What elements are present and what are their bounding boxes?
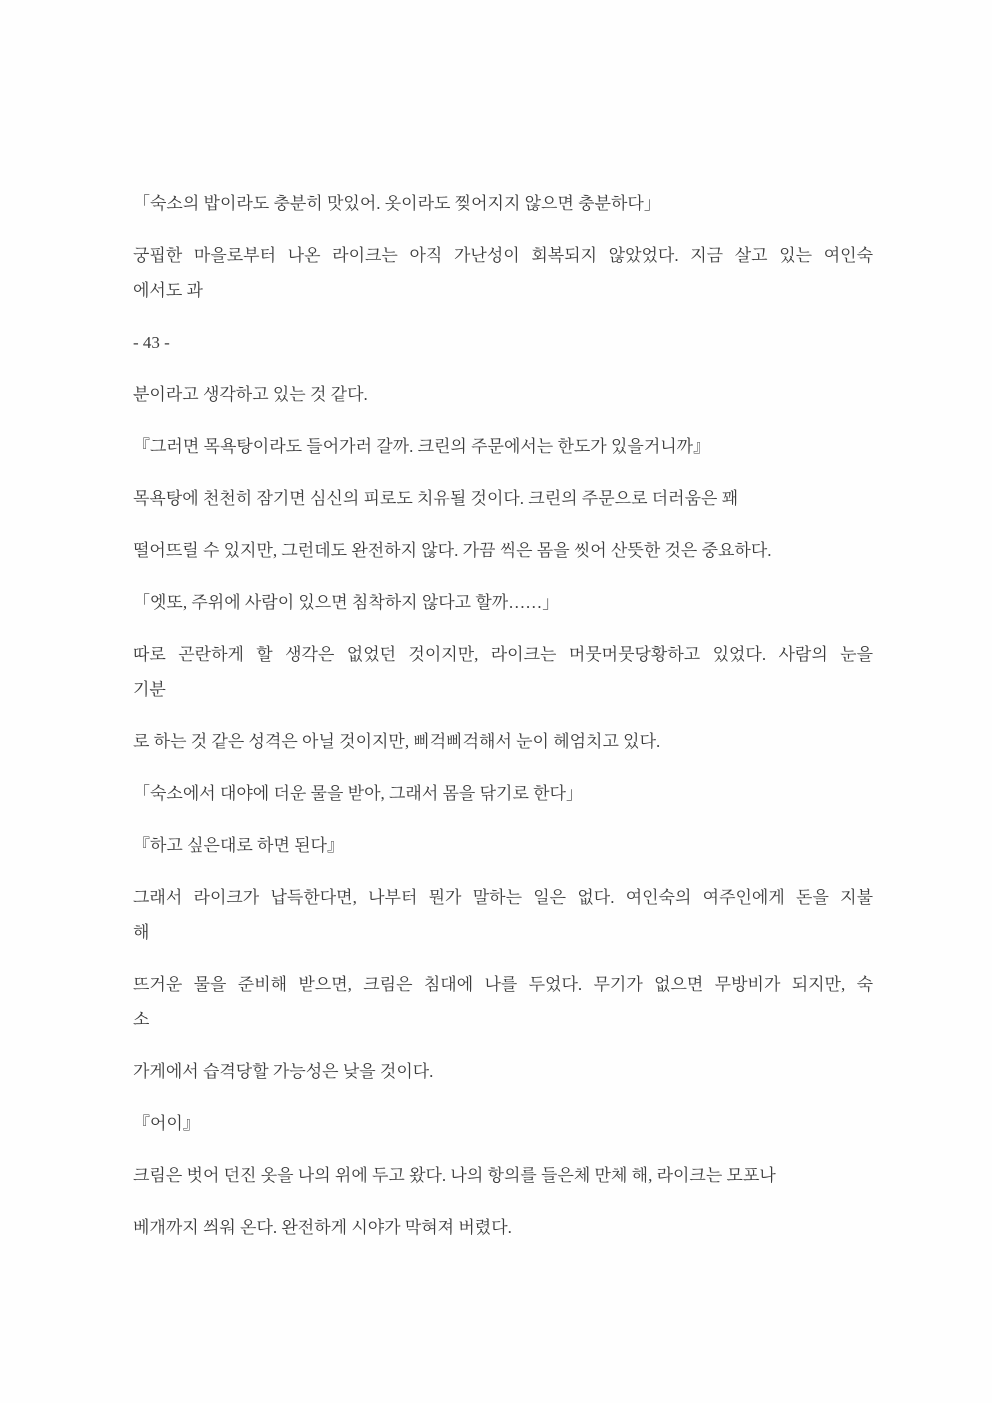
text-line: 뜨거운 물을 준비해 받으면, 크림은 침대에 나를 두었다. 무기가 없으면 무방비가 되지만, 숙 — [133, 975, 873, 994]
paragraph — [133, 186, 873, 221]
text-line: 그래서 라이크가 납득한다면, 나부터 뭔가 말하는 일은 없다. 여인숙의 여주인에게 돈을 지불 — [133, 888, 873, 907]
paragraph — [133, 828, 873, 863]
paragraph — [133, 880, 873, 950]
paragraph — [133, 1106, 873, 1141]
paragraph — [133, 481, 873, 516]
paragraph — [133, 533, 873, 568]
text-line: 해 — [133, 923, 150, 942]
page-number — [133, 325, 873, 360]
text-line: 분이라고 생각하고 있는 것 같다. — [133, 385, 368, 404]
text-line: 기분 — [133, 680, 166, 699]
text-line: 로 하는 것 같은 성격은 아닐 것이지만, 삐걱삐걱해서 눈이 헤엄치고 있다. — [133, 732, 661, 751]
text-line: 『하고 싶은대로 하면 된다』 — [133, 836, 344, 855]
paragraph — [133, 1210, 873, 1245]
paragraph — [133, 238, 873, 308]
paragraph — [133, 776, 873, 811]
paragraph — [133, 967, 873, 1037]
text-line: 크림은 벗어 던진 옷을 나의 위에 두고 왔다. 나의 항의를 들은체 만체 해, 라이크는 모포나 — [133, 1166, 776, 1185]
paragraph — [133, 1054, 873, 1089]
paragraph — [133, 429, 873, 464]
text-line: 떨어뜨릴 수 있지만, 그런데도 완전하지 않다. 가끔 씩은 몸을 씻어 산뜻한 것은 중요하다. — [133, 541, 772, 560]
text-line: 『어이』 — [133, 1114, 200, 1133]
text-line: 「엣또, 주위에 사람이 있으면 침착하지 않다고 할까……」 — [133, 593, 560, 612]
text-body — [133, 186, 873, 1245]
paragraph — [133, 637, 873, 707]
text-line: 따로 곤란하게 할 생각은 없었던 것이지만, 라이크는 머뭇머뭇당황하고 있었다. 사람의 눈을 — [133, 645, 873, 664]
text-line: 에서도 과 — [133, 281, 203, 300]
text-line: 「숙소의 밥이라도 충분히 맛있어. 옷이라도 찢어지지 않으면 충분하다」 — [133, 194, 661, 213]
text-line: 가게에서 습격당할 가능성은 낮을 것이다. — [133, 1062, 434, 1081]
text-line: - 43 - — [133, 333, 170, 352]
text-line: 소 — [133, 1010, 150, 1029]
paragraph — [133, 585, 873, 620]
text-line: 목욕탕에 천천히 잠기면 심신의 피로도 치유될 것이다. 크린의 주문으로 더러움은 꽤 — [133, 489, 739, 508]
paragraph — [133, 724, 873, 759]
text-line: 『그러면 목욕탕이라도 들어가러 갈까. 크린의 주문에서는 한도가 있을거니까』 — [133, 437, 711, 456]
text-line: 궁핍한 마을로부터 나온 라이크는 아직 가난성이 회복되지 않았었다. 지금 살고 있는 여인숙 — [133, 246, 873, 265]
text-line: 「숙소에서 대야에 더운 물을 받아, 그래서 몸을 닦기로 한다」 — [133, 784, 583, 803]
paragraph — [133, 377, 873, 412]
paragraph — [133, 1158, 873, 1193]
text-line: 베개까지 씌워 온다. 완전하게 시야가 막혀져 버렸다. — [133, 1218, 512, 1237]
